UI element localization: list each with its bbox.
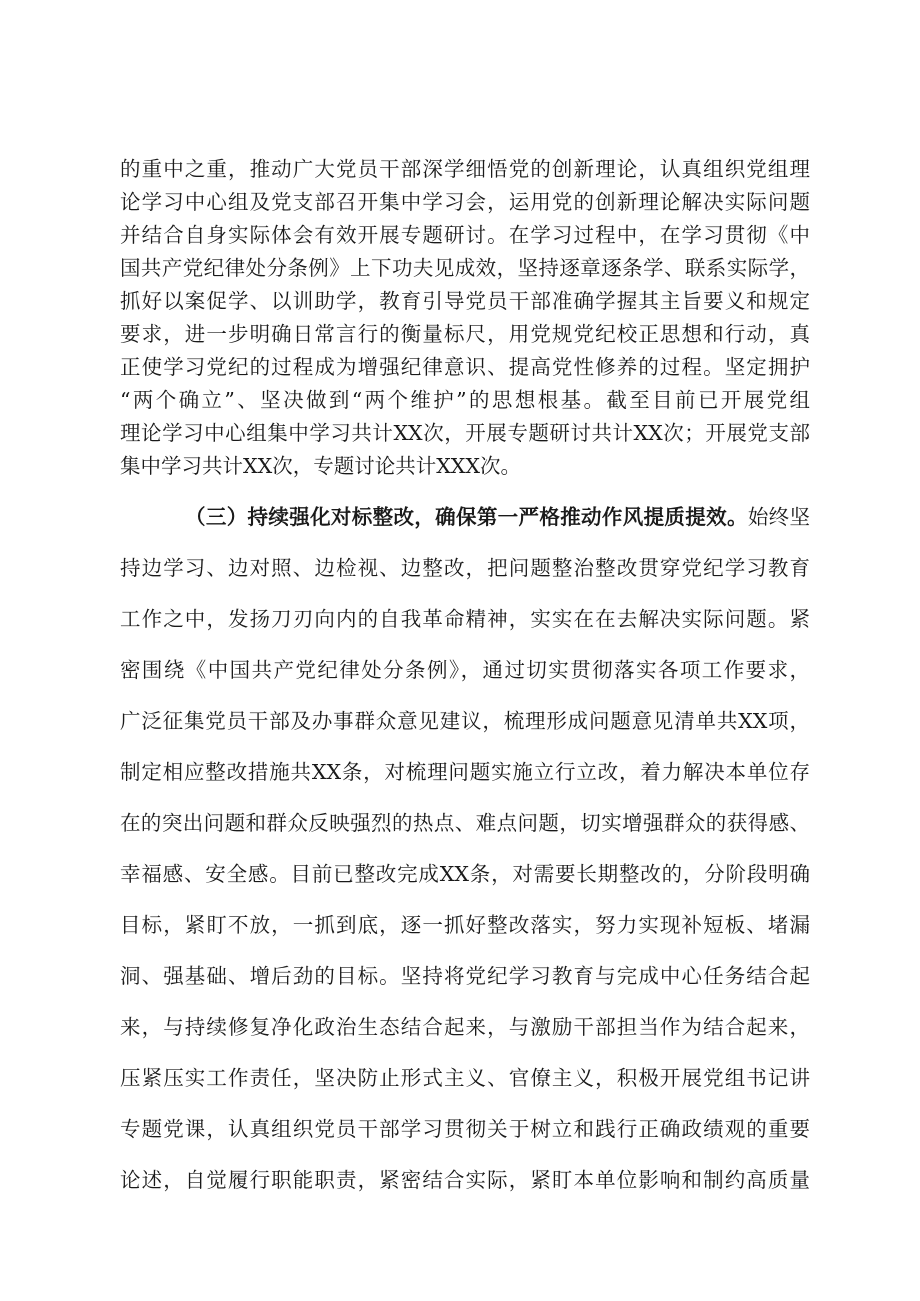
paragraph1-line-5: 抓好以案促学、以训助学，教育引导党员干部准确学握其主旨要义和规定 xyxy=(120,289,810,313)
section3-line-6: 在的突出问题和群众反映强烈的热点、难点问题，切实增强群众的获得感、 xyxy=(120,811,810,835)
section3-line-5: 制定相应整改措施共XX条，对梳理问题实施立行立改，着力解决本单位存 xyxy=(120,760,810,784)
section3-heading: （三）持续强化对标整改，确保第一严格推动作风提质提效。 xyxy=(185,505,748,529)
paragraph1-line-10: 集中学习共计XX次，专题讨论共计XXX次。 xyxy=(120,454,521,478)
section3-heading-tail: 始终坚 xyxy=(747,505,810,529)
paragraph1-line-9: 理论学习中心组集中学习共计XX次，开展专题研讨共计XX次；开展党支部 xyxy=(120,421,810,445)
section3-line-12: 专题党课，认真组织党员干部学习贯彻关于树立和践行正确政绩观的重要 xyxy=(120,1117,810,1141)
section3-line-13: 论述，自觉履行职能职责，紧密结合实际，紧盯本单位影响和制约高质量 xyxy=(120,1168,810,1192)
paragraph1-line-4: 国共产党纪律处分条例》上下功夫见成效，坚持逐章逐条学、联系实际学， xyxy=(120,256,810,280)
paragraph1-line-6: 要求，进一步明确日常言行的衡量标尺，用党规党纪校正思想和行动，真 xyxy=(120,322,810,346)
section3-first-line xyxy=(185,500,810,530)
section3-line-3: 密围绕《中国共产党纪律处分条例》，通过切实贯彻落实各项工作要求， xyxy=(120,658,810,682)
paragraph1-line-7: 正使学习党纪的过程成为增强纪律意识、提高党性修养的过程。坚定拥护 xyxy=(120,355,810,379)
section3-line-7: 幸福感、安全感。目前已整改完成XX条，对需要长期整改的，分阶段明确 xyxy=(120,862,810,886)
paragraph1-line-8: “两个确立”、坚决做到“两个维护”的思想根基。截至目前已开展党组 xyxy=(120,388,810,412)
section3-line-1: 持边学习、边对照、边检视、边整改，把问题整治整改贯穿党纪学习教育 xyxy=(120,556,810,580)
section3-line-8: 目标，紧盯不放，一抓到底，逐一抓好整改落实，努力实现补短板、堵漏 xyxy=(120,913,810,937)
section3-line-4: 广泛征集党员干部及办事群众意见建议，梳理形成问题意见清单共XX项， xyxy=(120,709,810,733)
section3-line-10: 来，与持续修复净化政治生态结合起来，与激励干部担当作为结合起来， xyxy=(120,1015,810,1039)
paragraph1-line-2: 论学习中心组及党支部召开集中学习会，运用党的创新理论解决实际问题 xyxy=(120,190,810,214)
section3-line-2: 工作之中，发扬刀刃向内的自我革命精神，实实在在去解决实际问题。紧 xyxy=(120,607,810,631)
paragraph1-line-1: 的重中之重，推动广大党员干部深学细悟党的创新理论，认真组织党组理 xyxy=(120,157,810,181)
paragraph1-line-3: 并结合自身实际体会有效开展专题研讨。在学习过程中，在学习贯彻《中 xyxy=(120,223,810,247)
section3-line-11: 压紧压实工作责任，坚决防止形式主义、官僚主义，积极开展党组书记讲 xyxy=(120,1066,810,1090)
section3-line-9: 洞、强基础、增后劲的目标。坚持将党纪学习教育与完成中心任务结合起 xyxy=(120,964,810,988)
